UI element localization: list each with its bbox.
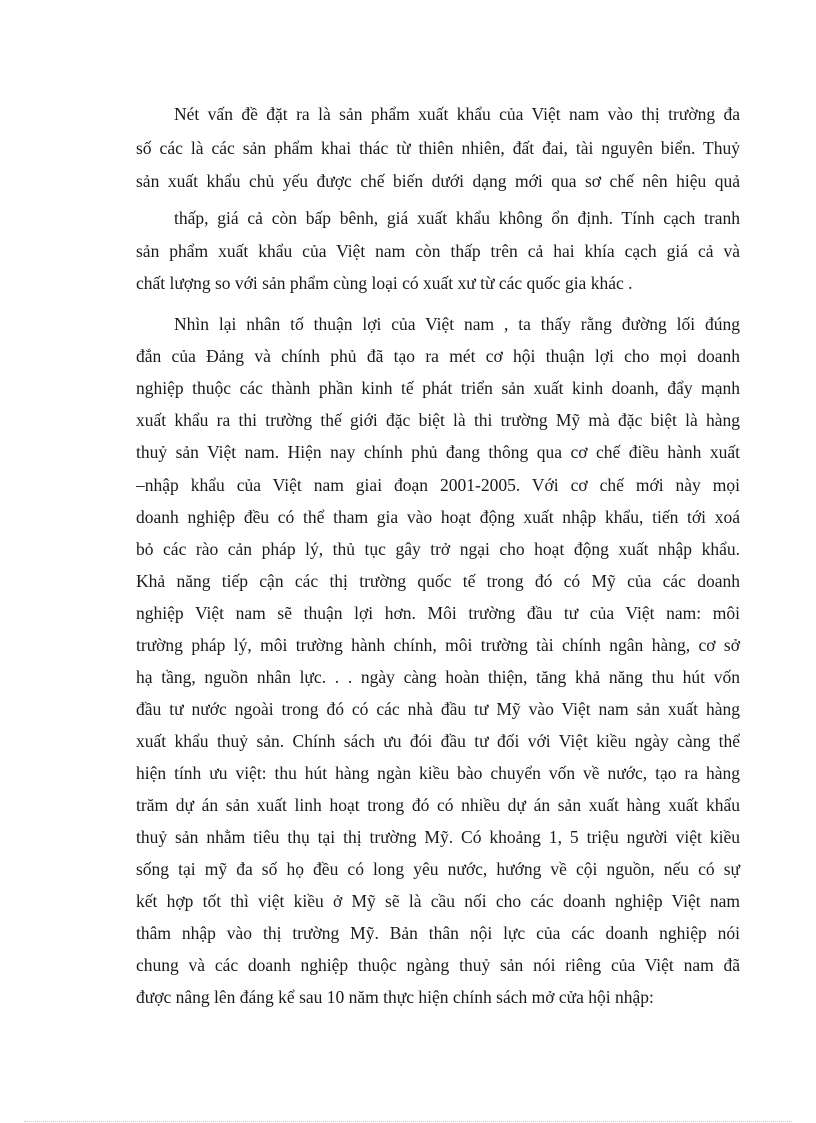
paragraph-3-line-12: hạ tầng, nguồn nhân lực. . . ngày càng hoàn thiện, tăng khả năng thu hút vốn bbox=[136, 667, 740, 687]
paragraph-3-line-14: xuất khẩu thuỷ sản. Chính sách ưu đói đầu tư đối với Việt kiều ngày càng thể bbox=[136, 731, 740, 751]
paragraph-3-line-4: xuất khẩu ra thi trường thế giới đặc biệt là thi trường Mỹ mà đặc biệt là hàng bbox=[136, 410, 740, 430]
paragraph-3-line-18: sống tại mỹ đa số họ đều có long yêu nước, hướng về cội nguồn, nếu có sự bbox=[136, 859, 740, 879]
paragraph-3-line-19: kết hợp tốt thì việt kiều ở Mỹ sẽ là cầu nối cho các doanh nghiệp Việt nam bbox=[136, 891, 740, 911]
paragraph-3-line-6: –nhập khẩu của Việt nam giai đoạn 2001-2005. Với cơ chế mới này mọi bbox=[136, 475, 740, 495]
paragraph-3-line-21: chung và các doanh nghiệp thuộc ngàng thuỷ sản nói riêng của Việt nam đã bbox=[136, 955, 740, 975]
paragraph-3-line-9: Khả năng tiếp cận các thị trường quốc tế trong đó có Mỹ của các doanh bbox=[136, 571, 740, 591]
paragraph-3-line-20: thâm nhập vào thị trường Mỹ. Bản thân nội lực của các doanh nghiệp nói bbox=[136, 923, 740, 943]
paragraph-1-line-2: số các là các sản phẩm khai thác từ thiên nhiên, đất đai, tài nguyên biển. Thuỷ bbox=[136, 138, 740, 158]
paragraph-2-line-2: sản phẩm xuất khẩu của Việt nam còn thấp trên cả hai khía cạch giá cả và bbox=[136, 241, 740, 261]
paragraph-3-line-5: thuỷ sản Việt nam. Hiện nay chính phủ đang thông qua cơ chế điều hành xuất bbox=[136, 442, 740, 462]
paragraph-3-line-17: thuỷ sản nhằm tiêu thụ tại thị trường Mỹ. Có khoảng 1, 5 triệu người việt kiều bbox=[136, 827, 740, 847]
paragraph-3-line-3: nghiệp thuộc các thành phần kinh tế phát triển sản xuất kinh doanh, đẩy mạnh bbox=[136, 378, 740, 398]
paragraph-3-line-16: trăm dự án sản xuất linh hoạt trong đó có nhiều dự án sản xuất hàng xuất khẩu bbox=[136, 795, 740, 815]
paragraph-3-line-22: được nâng lên đáng kể sau 10 năm thực hiện chính sách mở cửa hội nhập: bbox=[136, 987, 654, 1007]
paragraph-2-line-1: thấp, giá cả còn bấp bênh, giá xuất khẩu không ổn định. Tính cạch tranh bbox=[174, 208, 740, 228]
paragraph-1-line-3: sản xuất khẩu chủ yếu được chế biến dưới dạng mới qua sơ chế nên hiệu quả bbox=[136, 171, 740, 191]
paragraph-3-line-7: doanh nghiệp đều có thể tham gia vào hoạt động xuất nhập khẩu, tiến tới xoá bbox=[136, 507, 740, 527]
paragraph-2-line-3: chất lượng so với sản phẩm cùng loại có xuất xư từ các quốc gia khác . bbox=[136, 273, 633, 293]
paragraph-3-line-10: nghiệp Việt nam sẽ thuận lợi hơn. Môi trường đầu tư của Việt nam: môi bbox=[136, 603, 740, 623]
paragraph-3-line-1: Nhìn lại nhân tố thuận lợi của Việt nam , ta thấy rằng đường lối đúng bbox=[174, 314, 740, 334]
paragraph-3-line-13: đầu tư nước ngoài trong đó có các nhà đầu tư Mỹ vào Việt nam sản xuất hàng bbox=[136, 699, 740, 719]
paragraph-3-line-2: đắn của Đảng và chính phủ đã tạo ra mét cơ hội thuận lợi cho mọi doanh bbox=[136, 346, 740, 366]
paragraph-1-line-1: Nét vấn đề đặt ra là sản phẩm xuất khẩu của Việt nam vào thị trường đa bbox=[174, 104, 740, 124]
paragraph-3-line-8: bỏ các rào cản pháp lý, thủ tục gây trở ngại cho hoạt động xuất nhập khẩu. bbox=[136, 539, 740, 559]
paragraph-3-line-11: trường pháp lý, môi trường hành chính, môi trường tài chính ngân hàng, cơ sở bbox=[136, 635, 740, 655]
paragraph-3-line-15: hiện tính ưu việt: thu hút hàng ngàn kiều bào chuyển vốn về nước, tạo ra hàng bbox=[136, 763, 740, 783]
page-bottom-divider bbox=[24, 1121, 792, 1122]
